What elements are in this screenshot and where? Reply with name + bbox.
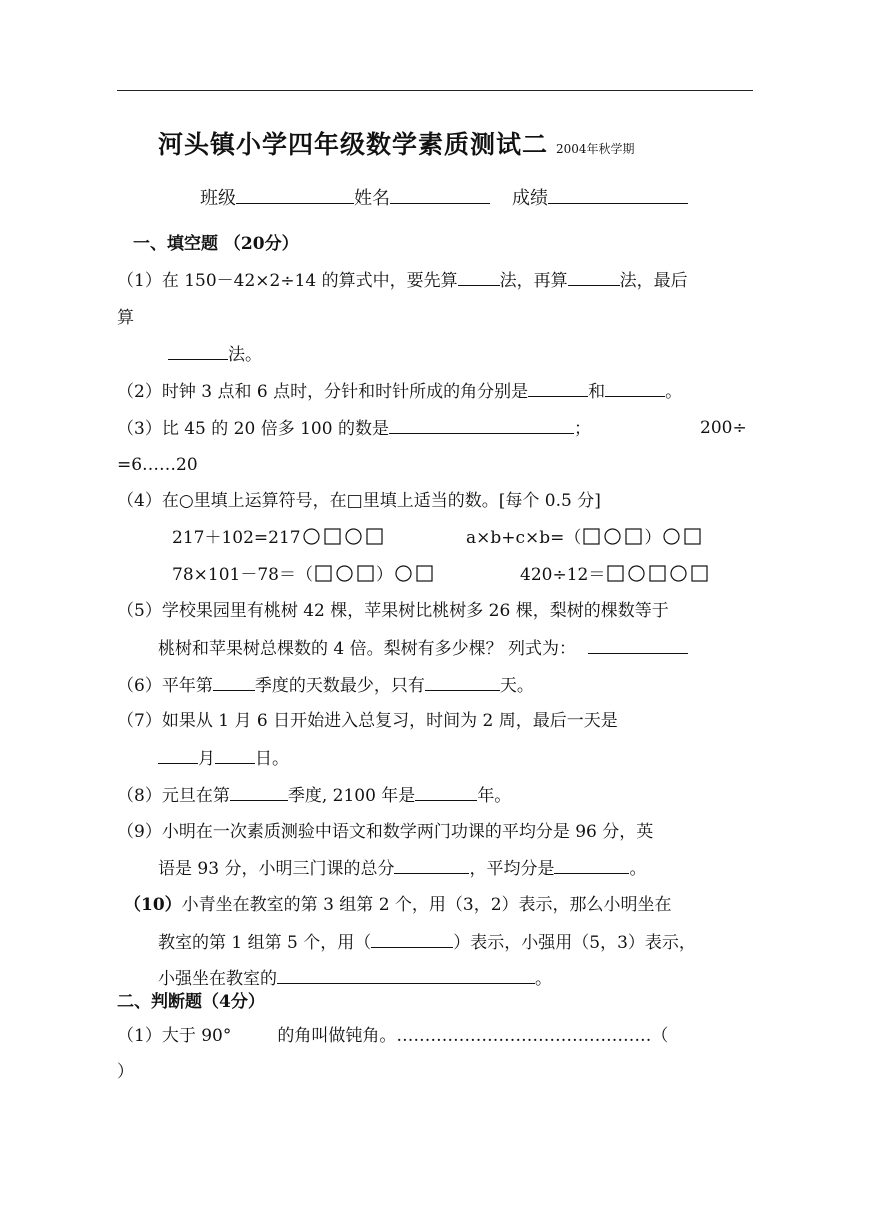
q5-blank[interactable] <box>588 636 688 654</box>
q5-text-b: 桃树和苹果树总棵数的 4 倍。梨树有多少棵？ 列式为： <box>158 639 577 659</box>
q1-blank-2[interactable] <box>568 268 620 286</box>
q6-blank-2[interactable] <box>425 673 500 691</box>
q1-blank-3[interactable] <box>168 342 228 360</box>
class-blank[interactable] <box>236 186 354 204</box>
q1-line3 <box>168 342 262 367</box>
judge-q1-line <box>117 1024 735 1048</box>
q1-blank-1[interactable] <box>458 268 500 286</box>
q2-blank-2[interactable] <box>605 379 665 397</box>
circle-blank[interactable] <box>336 565 353 582</box>
q8-number: （8） <box>117 786 162 806</box>
q10-line1 <box>124 893 672 917</box>
circle-blank[interactable] <box>345 528 362 545</box>
student-info-row <box>200 186 688 211</box>
q10-blank-2[interactable] <box>277 966 535 984</box>
q4-expr-3: 78×101－78＝（ <box>172 565 313 585</box>
q8-text-a: 元旦在第 <box>161 786 230 806</box>
exam-title <box>158 125 758 165</box>
q1-text-e: 法。 <box>228 345 262 365</box>
q2-number: （2） <box>117 382 162 402</box>
q6-line <box>117 673 534 698</box>
q10-line3 <box>158 966 552 991</box>
q7-line2 <box>158 746 289 771</box>
square-blank[interactable] <box>315 565 332 582</box>
q10-text-b: 教室的第 1 组第 5 个，用（ <box>158 933 372 953</box>
square-blank[interactable] <box>625 528 642 545</box>
section2-heading: 二、判断题（4分） <box>117 992 265 1012</box>
q2-text-a: 时钟 3 点和 6 点时，分针和时针所成的角分别是 <box>161 382 529 402</box>
q10-number: （10） <box>124 895 182 915</box>
circle-blank[interactable] <box>670 565 687 582</box>
q5-line1 <box>117 599 669 623</box>
q8-blank-1[interactable] <box>230 783 288 801</box>
q8-text-b: 季度, 2100 年是 <box>287 786 416 806</box>
q8-text-c: 年。 <box>477 786 512 806</box>
judge-q1-text-a: 大于 90° <box>161 1026 232 1046</box>
circle-blank[interactable] <box>303 528 320 545</box>
q9-text-c: ，平均分是 <box>469 859 555 879</box>
q2-text-c: 。 <box>665 382 683 402</box>
square-blank[interactable] <box>684 528 701 545</box>
title-text: 河头镇小学四年级数学素质测试二 <box>158 130 549 159</box>
q8-blank-2[interactable] <box>415 783 477 801</box>
q6-number: （6） <box>117 676 162 696</box>
square-blank[interactable] <box>324 528 341 545</box>
q9-text-b: 语是 93 分，小明三门课的总分 <box>158 859 395 879</box>
q6-text-c: 天。 <box>499 676 534 696</box>
q3-line2: =6……20 <box>117 455 198 475</box>
square-blank[interactable] <box>607 565 624 582</box>
q9-line1 <box>117 820 653 844</box>
square-blank[interactable] <box>691 565 708 582</box>
square-blank[interactable] <box>649 565 666 582</box>
q7-number: （7） <box>117 711 162 731</box>
score-label: 成绩 <box>512 188 548 209</box>
q9-blank-1[interactable] <box>394 856 469 874</box>
square-blank[interactable] <box>583 528 600 545</box>
q3-text-c: 200÷ <box>700 418 747 438</box>
q7-text-b: 月 <box>198 749 215 769</box>
circle-blank[interactable] <box>663 528 680 545</box>
q7-line1 <box>117 709 618 733</box>
q5-number: （5） <box>117 601 162 621</box>
header-rule <box>117 90 753 91</box>
q4-row2-left: 78×101－78＝（ ） <box>172 563 435 587</box>
q4-expr-1: 217＋102=217 <box>172 528 301 548</box>
q9-line2 <box>158 856 646 881</box>
q3-text-a: 比 45 的 20 倍多 100 的数是 <box>161 419 389 439</box>
q4-number: （4） <box>117 491 162 511</box>
judge-q1-number: （1） <box>117 1026 162 1046</box>
q9-number: （9） <box>117 822 162 842</box>
q4-row1-left <box>172 526 385 550</box>
q1-number: （1） <box>117 271 162 291</box>
q4-line1 <box>117 489 601 513</box>
q7-text-c: 日。 <box>255 749 289 769</box>
circle-blank[interactable] <box>628 565 645 582</box>
q1-text-c: 法，最后 <box>619 271 688 291</box>
q5-text-a: 学校果园里有桃树 42 棵，苹果树比桃树多 26 棵，梨树的棵数等于 <box>161 601 669 621</box>
q10-text-c: ）表示，小强用（5，3）表示， <box>453 933 696 953</box>
q4-expr-4: 420÷12＝ <box>520 565 606 585</box>
q1-text-a: 在 150－42×2÷14 的算式中，要先算 <box>161 271 458 291</box>
q2-line <box>117 379 682 404</box>
q1-line2: 算 <box>117 308 134 328</box>
q6-text-a: 平年第 <box>161 676 213 696</box>
q6-blank-1[interactable] <box>213 673 255 691</box>
q6-text-b: 季度的天数最少，只有 <box>254 676 425 696</box>
q4-expr-2: a×b+c×b=（ <box>466 528 582 548</box>
q7-blank-2[interactable] <box>215 746 255 764</box>
q10-text-d: 小强坐在教室的 <box>158 969 277 989</box>
q3-line1 <box>117 416 591 441</box>
q4-row1-right: a×b+c×b=（ ） <box>466 526 703 550</box>
semester-text: 2004年秋学期 <box>556 142 635 156</box>
q5-line2 <box>158 636 688 661</box>
q3-number: （3） <box>117 419 162 439</box>
q3-blank[interactable] <box>389 416 574 434</box>
circle-blank[interactable] <box>604 528 621 545</box>
class-label: 班级 <box>200 188 236 209</box>
square-blank[interactable] <box>366 528 383 545</box>
circle-blank[interactable] <box>395 565 412 582</box>
name-blank[interactable] <box>390 186 490 204</box>
q7-blank-1[interactable] <box>158 746 198 764</box>
q8-line <box>117 783 511 808</box>
q1-text-b: 法，再算 <box>499 271 568 291</box>
q10-text-e: 。 <box>535 969 552 989</box>
q7-text-a: 如果从 1 月 6 日开始进入总复习，时间为 2 周，最后一天是 <box>161 711 618 731</box>
q4-text-a: 在○里填上运算符号，在□里填上适当的数。[每个 0.5 分] <box>161 491 601 511</box>
q2-text-b: 和 <box>588 382 606 402</box>
q1-line1 <box>117 268 688 293</box>
q9-text-d: 。 <box>629 859 647 879</box>
score-blank[interactable] <box>548 186 688 204</box>
q9-text-a: 小明在一次素质测验中语文和数学两门功课的平均分是 96 分，英 <box>161 822 654 842</box>
q2-blank-1[interactable] <box>528 379 588 397</box>
q9-blank-2[interactable] <box>554 856 629 874</box>
square-blank[interactable] <box>357 565 374 582</box>
judge-q1-close[interactable]: ） <box>117 1062 134 1082</box>
section1-heading: 一、填空题 （20分） <box>133 234 299 254</box>
name-label: 姓名 <box>354 188 390 209</box>
q10-text-a: 小青坐在教室的第 3 组第 2 个，用（3，2）表示，那么小明坐在 <box>181 895 672 915</box>
q4-row2-right <box>520 563 710 587</box>
q3-text-b: ； <box>573 419 591 439</box>
q10-line2 <box>158 930 696 955</box>
judge-q1-text-b: 的角叫做钝角。………………………………………（ <box>277 1026 669 1046</box>
square-blank[interactable] <box>416 565 433 582</box>
q10-blank-1[interactable] <box>371 930 453 948</box>
